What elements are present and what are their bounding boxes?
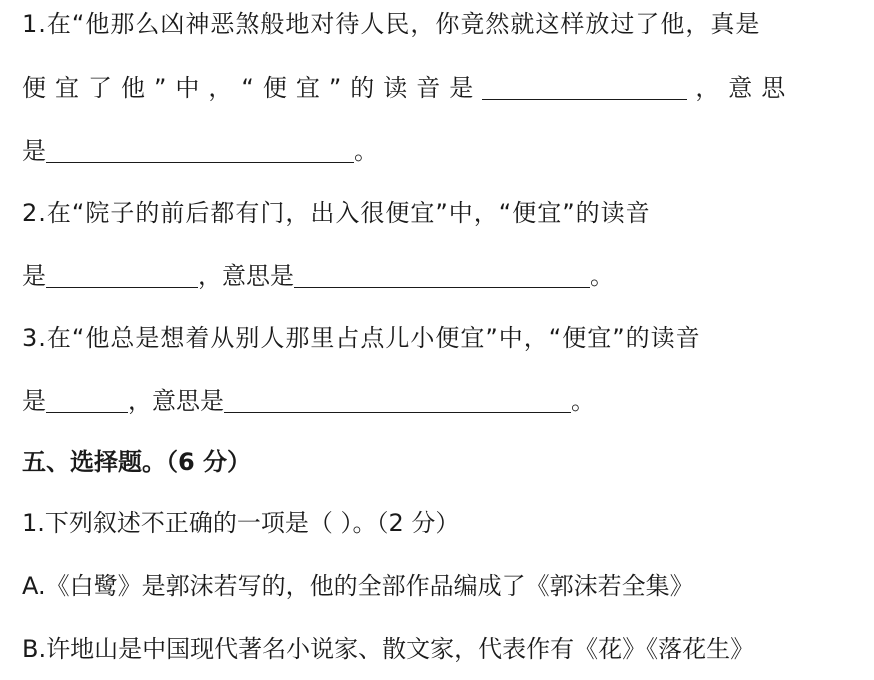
q1-line-2 <box>22 68 794 108</box>
mc1-option-a: A.《白鹭》是郭沫若写的，他的全部作品编成了《郭沫若全集》 <box>22 572 694 600</box>
q3-line-1: 3.在“他总是想着从别人那里占点儿小便宜”中，“便宜”的读音 <box>22 324 701 352</box>
q1-line-2-text: 便宜了他”中，“便宜”的读音是 <box>22 74 483 102</box>
mc1-stem: 1.下列叙述不正确的一项是（ ）。（2 分） <box>22 509 460 537</box>
q1-line-1: 1.在“他那么凶神恶煞般地对待人民，你竟然就这样放过了他，真是 <box>22 10 761 38</box>
q2-reading-blank[interactable] <box>46 259 198 288</box>
q2-line-2 <box>22 256 614 296</box>
q3-line-2-mid: ，意思是 <box>128 387 224 415</box>
q3-line-2 <box>22 381 595 421</box>
section-heading: 五、选择题。（6 分） <box>22 448 252 476</box>
q1-line-3 <box>22 131 378 171</box>
q1-line-2-suffix: ，意思 <box>695 74 795 102</box>
q2-line-2-suffix: 。 <box>590 262 614 290</box>
q2-line-2-mid: ，意思是 <box>198 262 294 290</box>
q1-line-3-prefix: 是 <box>22 137 46 165</box>
q2-meaning-blank[interactable] <box>294 259 590 288</box>
q3-line-2-prefix: 是 <box>22 387 46 415</box>
q3-reading-blank[interactable] <box>46 384 128 413</box>
q1-reading-blank[interactable] <box>482 71 687 100</box>
q1-line-3-suffix: 。 <box>354 137 378 165</box>
q3-meaning-blank[interactable] <box>224 384 571 413</box>
mc1-option-b: B.许地山是中国现代著名小说家、散文家，代表作有《花》《落花生》 <box>22 635 755 663</box>
q2-line-2-prefix: 是 <box>22 262 46 290</box>
q2-line-1: 2.在“院子的前后都有门，出入很便宜”中，“便宜”的读音 <box>22 199 651 227</box>
q1-meaning-blank[interactable] <box>46 134 354 163</box>
q3-line-2-suffix: 。 <box>571 387 595 415</box>
